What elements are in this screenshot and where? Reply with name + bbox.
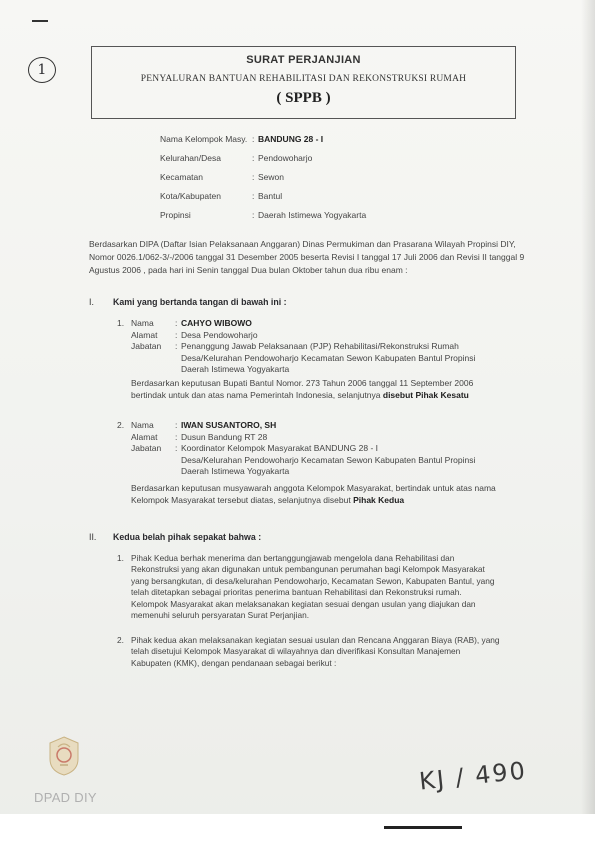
- section-heading: Kedua belah pihak sepakat bahwa :: [113, 532, 262, 542]
- document-subtitle: PENYALURAN BANTUAN REHABILITASI DAN REKONSTRUKSI RUMAH: [140, 74, 467, 84]
- info-label: Kota/Kabupaten: [160, 191, 221, 201]
- info-value: Pendowoharjo: [258, 153, 313, 163]
- clause-number: 2.: [117, 635, 124, 645]
- info-value: Daerah Istimewa Yogyakarta: [258, 210, 367, 220]
- party-2-description: Berdasarkan keputusan musyawarah anggota Kelompok Masyarakat, bertindak untuk atas nama Kelompok Masyarakat tersebut diatas, selanjutnya disebut Pihak Kedua: [131, 483, 496, 505]
- party-2: 2. Nama : IWAN SUSANTORO, SH Alamat : Dusun Bandung RT 28 Jabatan : Koordinator Kelompok Masyarakat BANDUNG 28 - I Desa/Kelurahan Pendowoharjo Kecamatan Sewon Kabupaten Bantul Propinsi Daerah Istimewa Yogyakarta: [117, 420, 476, 476]
- section-heading: Kami yang bertanda tangan di bawah ini :: [113, 297, 287, 307]
- party-address: Desa Pendowoharjo: [181, 329, 258, 340]
- clause-number: 1.: [117, 553, 124, 563]
- document-code: ( SPPB ): [276, 90, 331, 106]
- handwritten-note: KJ / 490: [417, 756, 529, 796]
- info-value: Sewon: [258, 172, 284, 182]
- archive-watermark: DPAD DIY: [34, 790, 97, 805]
- party-1-description: Berdasarkan keputusan Bupati Bantul Nomor. 273 Tahun 2006 tanggal 11 September 2006 bertindak untuk dan atas nama Pemerintah Indonesia, selanjutnya disebut Pihak Kesatu: [131, 378, 474, 400]
- party-role: Pihak Kedua: [353, 494, 405, 505]
- info-value: BANDUNG 28 - I: [258, 134, 324, 144]
- party-role: disebut Pihak Kesatu: [382, 389, 469, 400]
- clause-1: Pihak Kedua berhak menerima dan bertanggungjawab mengelola dana Rehabilitasi dan Rekonstruksi yang akan digunakan untuk pembangunan perumahan bagi Kelompok Masyarakat yang bersangkutan, di desa/kelurahan Pendowoharjo, Kecamatan Sewon, Kabupaten Bantul, yang telah ditetapkan sebagai prioritas penerima bantuan Rehabilitasi dan Rekonstruksi rumah. Kelompok Masyarakat akan melaksanakan kegiatan sesuai dengan usulan yang diajukan dan memenuhi seluruh persyaratan Surat Perjanjian.: [131, 553, 495, 621]
- info-label: Kecamatan: [160, 172, 203, 182]
- page-edge-shadow: [581, 0, 595, 842]
- document-title: SURAT PERJANJIAN: [246, 54, 361, 66]
- info-label: Nama Kelompok Masy.: [160, 134, 248, 144]
- party-name: IWAN SUSANTORO, SH: [181, 420, 277, 430]
- party-name: CAHYO WIBOWO: [181, 318, 252, 328]
- intro-paragraph: Berdasarkan DIPA (Daftar Isian Pelaksanaan Anggaran) Dinas Permukiman dan Prasarana Wilayah Propinsi DIY, Nomor 0026.1/062-3/-/2006 tanggal 31 Desember 2005 beserta Revisi I tanggal 17 Juli 2006 dan Revisi II tanggal 9 Agustus 2006 , pada hari ini Senin tanggal Dua bulan Oktober tahun dua ribu enam :: [89, 239, 525, 275]
- party-position: Koordinator Kelompok Masyarakat BANDUNG 28 - I: [181, 443, 378, 453]
- page-bottom-margin: [0, 814, 595, 842]
- info-label: Kelurahan/Desa: [160, 153, 221, 163]
- party-position: Penanggung Jawab Pelaksanaan (PJP) Rehabilitasi/Rekonstruksi Rumah: [181, 341, 459, 351]
- clause-2: Pihak kedua akan melaksanakan kegiatan sesuai usulan dan Rencana Anggaran Biaya (RAB), yang telah disetujui Kelompok Masyarakat di wilayahnya dan diverifikasi Konsultan Manajemen Kabupaten (KMK), dengan pendanaan sebagai berikut :: [131, 635, 500, 668]
- section-number: II.: [89, 532, 97, 542]
- party-address: Dusun Bandung RT 28: [181, 431, 268, 442]
- archive-emblem-icon: [46, 735, 82, 777]
- info-value: Bantul: [258, 191, 283, 201]
- page-number-circle: 1: [28, 57, 56, 83]
- party-1: 1. Nama : CAHYO WIBOWO Alamat : Desa Pendowoharjo Jabatan : Penanggung Jawab Pelaksanaan (PJP) Rehabilitasi/Rekonstruksi Rumah Desa/Kelurahan Pendowoharjo Kecamatan Sewon Kabupaten Bantul Propinsi Daerah Istimewa Yogyakarta: [117, 318, 476, 374]
- pen-mark: [32, 20, 48, 22]
- footer-mark: [384, 826, 462, 829]
- section-number: I.: [89, 297, 94, 307]
- document-page: 1 SURAT PERJANJIAN PENYALURAN BANTUAN REHABILITASI DAN REKONSTRUKSI RUMAH ( SPPB ) Nama Kelompok Masy. : BANDUNG 28 - I Kelurahan/Desa : Pendowoharjo Kecamatan : Sewon Kota/Kabupaten : Bantul Propinsi : Daerah Istimewa Yogyakarta Berdasarkan DIPA (Daftar Isian Pelaksanaan Anggaran) Dinas Permukiman dan Prasarana Wilayah Propinsi DIY, Nomor 0026.1/062-3/-/2006 tanggal 31 Desember 2005 beserta Revisi I tanggal 17 Juli 2006 dan Revisi II tanggal 9 Agustus 2006 , pada hari ini Senin tanggal Dua bulan Oktober tahun dua ribu enam : I. Kami yang bertanda tangan di bawah ini : 1. Nama : CAHYO WIBOWO Alamat : Desa Pendowoharjo Jabatan : Penanggung Jawab Pelaksanaan (PJP) Rehabilitasi/Rekonstruksi Rumah Desa/Kelurahan Pendowoharjo Kecamatan Sewon Kabupaten Bantul Propinsi Daerah Istimewa Yogyakarta Berdasarkan keputusan Bupati Bantul Nomor. 273 Tahun 2006 tanggal 11 September 2006 bertindak untuk dan atas nama Pemerintah Indonesia, selanjutnya disebut Pihak Kesatu 2. Nama : IWAN SUSANTORO, SH Alamat : Dusun Bandung RT 28 Jabatan : Koordinator Kelompok Masyarakat BANDUNG 28 - I Desa/Kelurahan Pendowoharjo Kecamatan Sewon Kabupaten Bantul Propinsi Daerah Istimewa Yogyakarta Berdasarkan keputusan musyawarah anggota Kelompok Masyarakat, bertindak untuk atas nama Kelompok Masyarakat tersebut diatas, selanjutnya disebut Pihak Kedua II. Kedua belah pihak sepakat bahwa : 1. Pihak Kedua berhak menerima dan bertanggungjawab mengelola dana Rehabilitasi dan Rekonstruksi yang akan digunakan untuk pembangunan perumahan bagi Kelompok Masyarakat yang bersangkutan, di desa/kelurahan Pendowoharjo, Kecamatan Sewon, Kabupaten Bantul, yang telah ditetapkan sebagai prioritas penerima bantuan Rehabilitasi dan Rekonstruksi rumah. Kelompok Masyarakat akan melaksanakan kegiatan sesuai dengan usulan yang diajukan dan memenuhi seluruh persyaratan Surat Perjanjian. 2. Pihak kedua akan melaksanakan kegiatan sesuai usulan dan Rencana Anggaran Biaya (RAB), yang telah disetujui Kelompok Masyarakat di wilayahnya dan diverifikasi Konsultan Manajemen Kabupaten (KMK), dengan pendanaan sebagai berikut : DPAD DIY KJ / 490: [0, 0, 595, 842]
- info-label: Propinsi: [160, 210, 191, 220]
- title-box: [91, 46, 516, 119]
